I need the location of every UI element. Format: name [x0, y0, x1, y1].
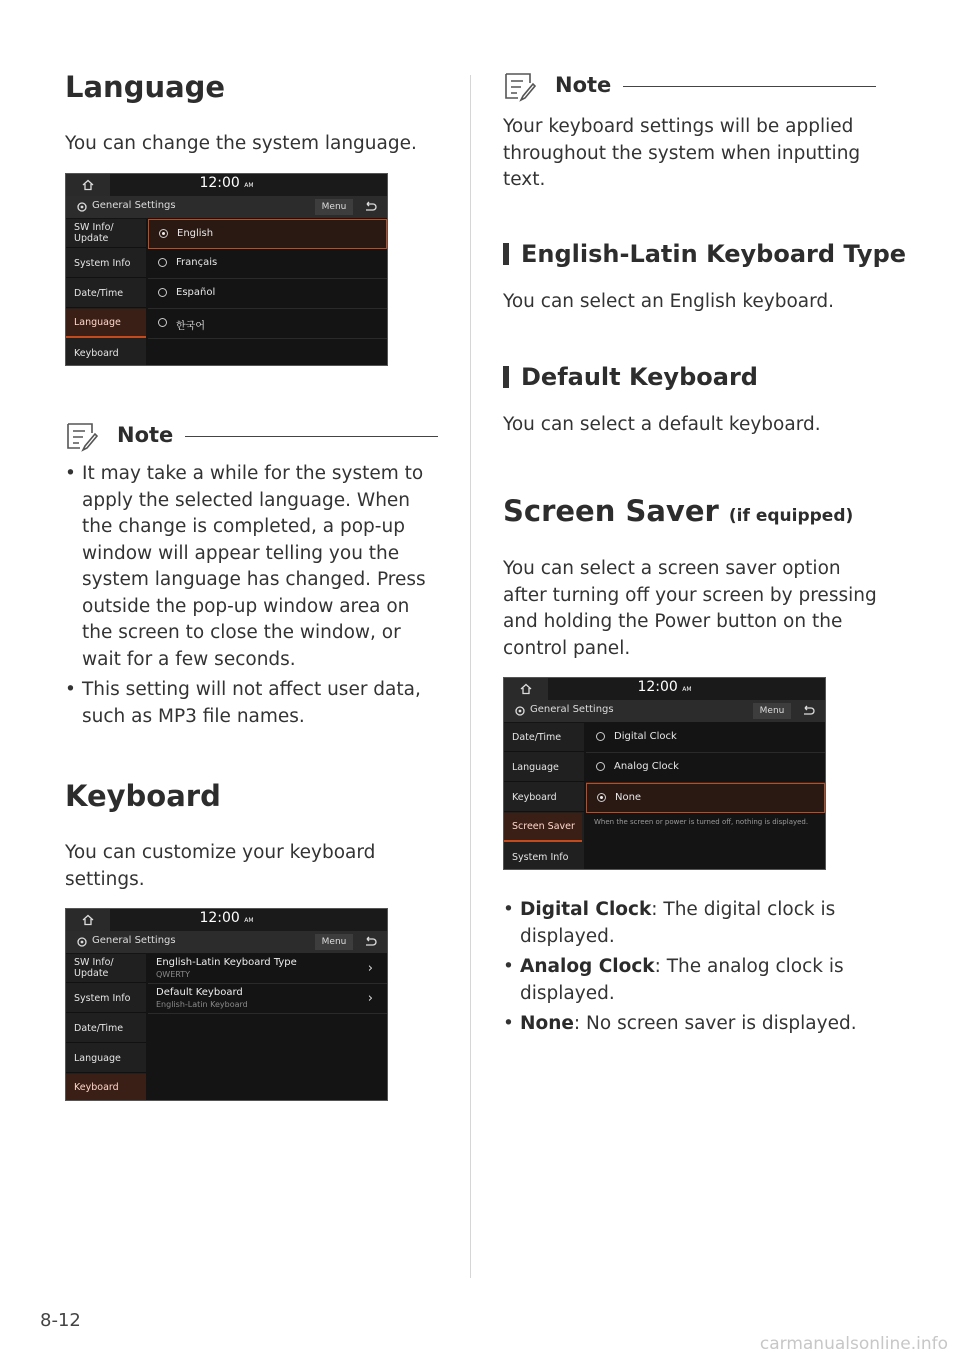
radio-selected-icon	[159, 229, 168, 238]
note-label: Note	[555, 73, 612, 97]
sidebar-item-system-info[interactable]: System Info	[66, 249, 146, 278]
screen-saver-settings-screen	[503, 677, 826, 870]
sidebar-item-keyboard[interactable]: Keyboard	[66, 339, 146, 366]
keyboard-intro: You can customize your keyboard settings.	[65, 842, 376, 890]
screen-title: General Settings	[92, 200, 176, 211]
clock: 12:00 AM	[637, 679, 692, 695]
settings-sidebar	[66, 954, 146, 1100]
default-keyboard-text: You can select a default keyboard.	[503, 414, 821, 435]
sidebar-item-keyboard[interactable]: Keyboard	[504, 783, 584, 812]
language-option-espanol[interactable]: Español	[148, 279, 387, 309]
radio-icon	[596, 732, 605, 741]
saver-description: When the screen or power is turned off, nothing is displayed.	[594, 818, 809, 826]
radio-icon	[158, 318, 167, 327]
back-icon	[800, 703, 816, 719]
note-icon	[65, 419, 99, 453]
language-note-list	[65, 461, 435, 734]
screen-title: General Settings	[92, 935, 176, 946]
sidebar-item-screen-saver[interactable]: Screen Saver	[504, 813, 582, 842]
list-item: • It may take a while for the system to apply the selected language. When the change is completed, a pop-up window will appear telling you the system language has changed. Press outside the pop-up window area on the screen to close the window, or wait for a few seconds.	[65, 461, 435, 673]
language-option-korean[interactable]: 한국어	[148, 309, 387, 339]
settings-sidebar	[504, 723, 584, 869]
sidebar-item-keyboard[interactable]: Keyboard	[66, 1074, 146, 1101]
watermark: carmanualsonline.info	[759, 1334, 948, 1354]
screen-saver-heading: Screen Saver (if equipped)	[503, 494, 854, 528]
screen-title: General Settings	[530, 704, 614, 715]
column-divider	[470, 75, 471, 1278]
sidebar-item-sw-info[interactable]: SW Info/ Update	[66, 219, 146, 248]
sidebar-item-date-time[interactable]: Date/Time	[66, 1014, 146, 1043]
settings-sidebar	[66, 219, 146, 365]
sidebar-item-date-time[interactable]: Date/Time	[504, 723, 584, 752]
note-icon	[503, 69, 537, 103]
sidebar-item-sw-info[interactable]: SW Info/ Update	[66, 954, 146, 983]
menu-button[interactable]: Menu	[753, 703, 791, 719]
sidebar-item-system-info[interactable]: System Info	[504, 843, 584, 870]
gear-icon	[76, 201, 88, 213]
sidebar-item-date-time[interactable]: Date/Time	[66, 279, 146, 308]
sidebar-item-language[interactable]: Language	[66, 1044, 146, 1073]
language-option-francais[interactable]: Français	[148, 249, 387, 279]
keyboard-settings-screen	[65, 908, 388, 1101]
list-item: • Analog Clock: The analog clock is displayed.	[503, 954, 873, 1007]
saver-option-none[interactable]: None	[586, 783, 825, 813]
back-icon	[362, 934, 378, 950]
clock: 12:00 AM	[199, 910, 254, 926]
language-settings-screen	[65, 173, 388, 366]
sidebar-item-system-info[interactable]: System Info	[66, 984, 146, 1013]
gear-icon	[514, 705, 526, 717]
screen-saver-options	[586, 723, 825, 869]
english-latin-heading: English-Latin Keyboard Type	[503, 240, 906, 268]
gear-icon	[76, 936, 88, 948]
keyboard-note	[503, 69, 878, 103]
radio-selected-icon	[597, 793, 606, 802]
list-item: • Digital Clock: The digital clock is displayed.	[503, 897, 873, 950]
screen-saver-text: You can select a screen saver option after turning off your screen by pressing and holding the Power button on the control panel.	[503, 558, 877, 659]
language-option-english[interactable]: English	[148, 219, 387, 249]
menu-button[interactable]: Menu	[315, 199, 353, 215]
screen-saver-options-list	[503, 897, 873, 1042]
back-button[interactable]	[357, 199, 383, 215]
list-item: • None: No screen saver is displayed.	[503, 1011, 873, 1038]
keyboard-note-text: Your keyboard settings will be applied throughout the system when inputting text.	[503, 116, 861, 190]
keyboard-heading: Keyboard	[65, 779, 221, 813]
radio-icon	[158, 258, 167, 267]
language-intro: You can change the system language.	[65, 133, 417, 154]
default-keyboard-heading: Default Keyboard	[503, 363, 758, 391]
english-latin-text: You can select an English keyboard.	[503, 291, 835, 312]
page-number: 8-12	[40, 1310, 81, 1331]
radio-icon	[158, 288, 167, 297]
language-note	[65, 419, 440, 453]
clock: 12:00 AM	[199, 175, 254, 191]
chevron-right-icon: ›	[367, 991, 373, 1006]
back-button[interactable]	[795, 703, 821, 719]
back-button[interactable]	[357, 934, 383, 950]
radio-icon	[596, 762, 605, 771]
language-options	[148, 219, 387, 365]
language-heading: Language	[65, 70, 226, 104]
saver-option-analog-clock[interactable]: Analog Clock	[586, 753, 825, 783]
sidebar-item-language[interactable]: Language	[504, 753, 584, 782]
note-label: Note	[117, 423, 174, 447]
keyboard-options	[148, 954, 387, 1100]
chevron-right-icon: ›	[367, 961, 373, 976]
sidebar-item-language[interactable]: Language	[66, 309, 146, 338]
saver-option-digital-clock[interactable]: Digital Clock	[586, 723, 825, 753]
menu-button[interactable]: Menu	[315, 934, 353, 950]
default-keyboard-item[interactable]: Default Keyboard English-Latin Keyboard ›	[148, 984, 387, 1014]
list-item: • This setting will not affect user data, such as MP3 file names.	[65, 677, 435, 730]
keyboard-type-item[interactable]: English-Latin Keyboard Type QWERTY ›	[148, 954, 387, 984]
back-icon	[362, 199, 378, 215]
